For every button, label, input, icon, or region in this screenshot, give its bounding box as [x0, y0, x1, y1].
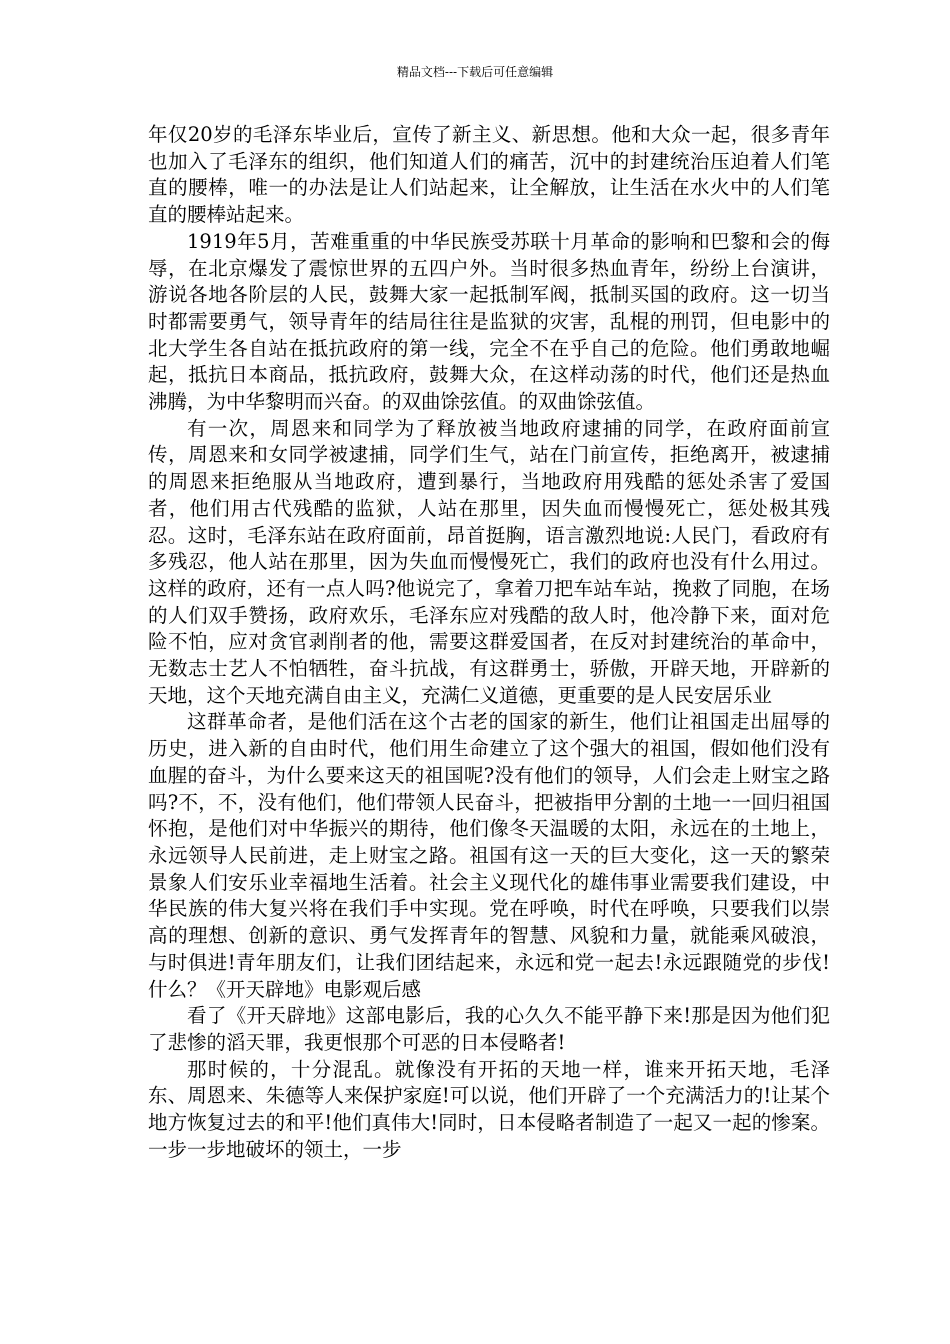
paragraph: 年仅20岁的毛泽东毕业后，宣传了新主义、新思想。他和大众一起，很多青年也加入了毛泽东的组织，他们知道人们的痛苦，沉中的封建统治压迫着人们笔直的腰棒，唯一的办法是让人们站起来，让全解放，让生活在水火中的人们笔直的腰棒站起来。 — [148, 123, 830, 227]
paragraph: 1919年5月，苦难重重的中华民族受苏联十月革命的影响和巴黎和会的侮辱，在北京爆发了震惊世界的五四户外。当时很多热血青年，纷纷上台演讲，游说各地各阶层的人民，鼓舞大家一起抵制军阀，抵制买国的政府。这一切当时都需要勇气，领导青年的结局往往是监狱的灾害，乱棍的刑罚，但电影中的北大学生各自站在抵抗政府的第一线，完全不在乎自己的危险。他们勇敢地崛起，抵抗日本商品，抵抗政府，鼓舞大众，在这样动荡的时代，他们还是热血沸腾，为中华黎明而兴奋。的双曲馀弦值。的双曲馀弦值。 — [148, 229, 830, 414]
paragraph: 这群革命者，是他们活在这个古老的国家的新生，他们让祖国走出屈辱的历史，进入新的自由时代，他们用生命建立了这个强大的祖国，假如他们没有血腥的奋斗，为什么要来这天的祖国呢?没有他们的领导，人们会走上财宝之路吗?不，不，没有他们，他们带领人民奋斗，把被指甲分割的土地一一回归祖国怀抱，是他们对中华振兴的期待，他们像冬天温暖的太阳，永远在的土地上，永远领导人民前进，走上财宝之路。祖国有这一天的巨大变化，这一天的繁荣景象人们安乐业幸福地生活着。社会主义现代化的雄伟事业需要我们建设，中华民族的伟大复兴将在我们手中实现。党在呼唤，时代在呼唤，只要我们以崇高的理想、创新的意识、勇气发挥青年的智慧、风貌和力量，就能乘风破浪，与时俱进!青年朋友们，让我们团结起来，永远和党一起去!永远跟随党的步伐!什么？《开天辟地》电影观后感 — [148, 710, 830, 1001]
document-body — [148, 122, 830, 1163]
paragraph: 那时候的，十分混乱。就像没有开拓的天地一样，谁来开拓天地，毛泽东、周恩来、朱德等人来保护家庭!可以说，他们开辟了一个充满活力的!让某个地方恢复过去的和平!他们真伟大!同时，日本侵略者制造了一起又一起的惨案。一步一步地破坏的领土，一步 — [148, 1057, 830, 1161]
paragraph: 看了《开天辟地》这部电影后，我的心久久不能平静下来!那是因为他们犯了悲惨的滔天罪，我更恨那个可恶的日本侵略者! — [148, 1004, 830, 1054]
paragraph: 有一次，周恩来和同学为了释放被当地政府逮捕的同学，在政府面前宣传，周恩来和女同学被逮捕，同学们生气，站在门前宣传，拒绝离开，被逮捕的周恩来拒绝服从当地政府，遭到暴行，当地政府用残酷的惩处杀害了爱国者，他们用古代残酷的监狱，人站在那里，因失血而慢慢死亡，惩处极其残忍。这时，毛泽东站在政府面前，昂首挺胸，语言激烈地说:人民门，看政府有多残忍，他人站在那里，因为失血而慢慢死亡，我们的政府也没有什么用过。这样的政府，还有一点人吗?他说完了，拿着刀把车站车站，挽救了同胞，在场的人们双手赞扬，政府欢乐，毛泽东应对残酷的敌人时，他冷静下来，面对危险不怕，应对贪官剥削者的他，需要这群爱国者，在反对封建统治的革命中，无数志士艺人不怕牺牲，奋斗抗战，有这群勇士，骄傲，开辟天地，开辟新的天地，这个天地充满自由主义，充满仁义道德，更重要的是人民安居乐业 — [148, 416, 830, 707]
page-header: 精品文档---下载后可任意编辑 — [396, 65, 554, 79]
